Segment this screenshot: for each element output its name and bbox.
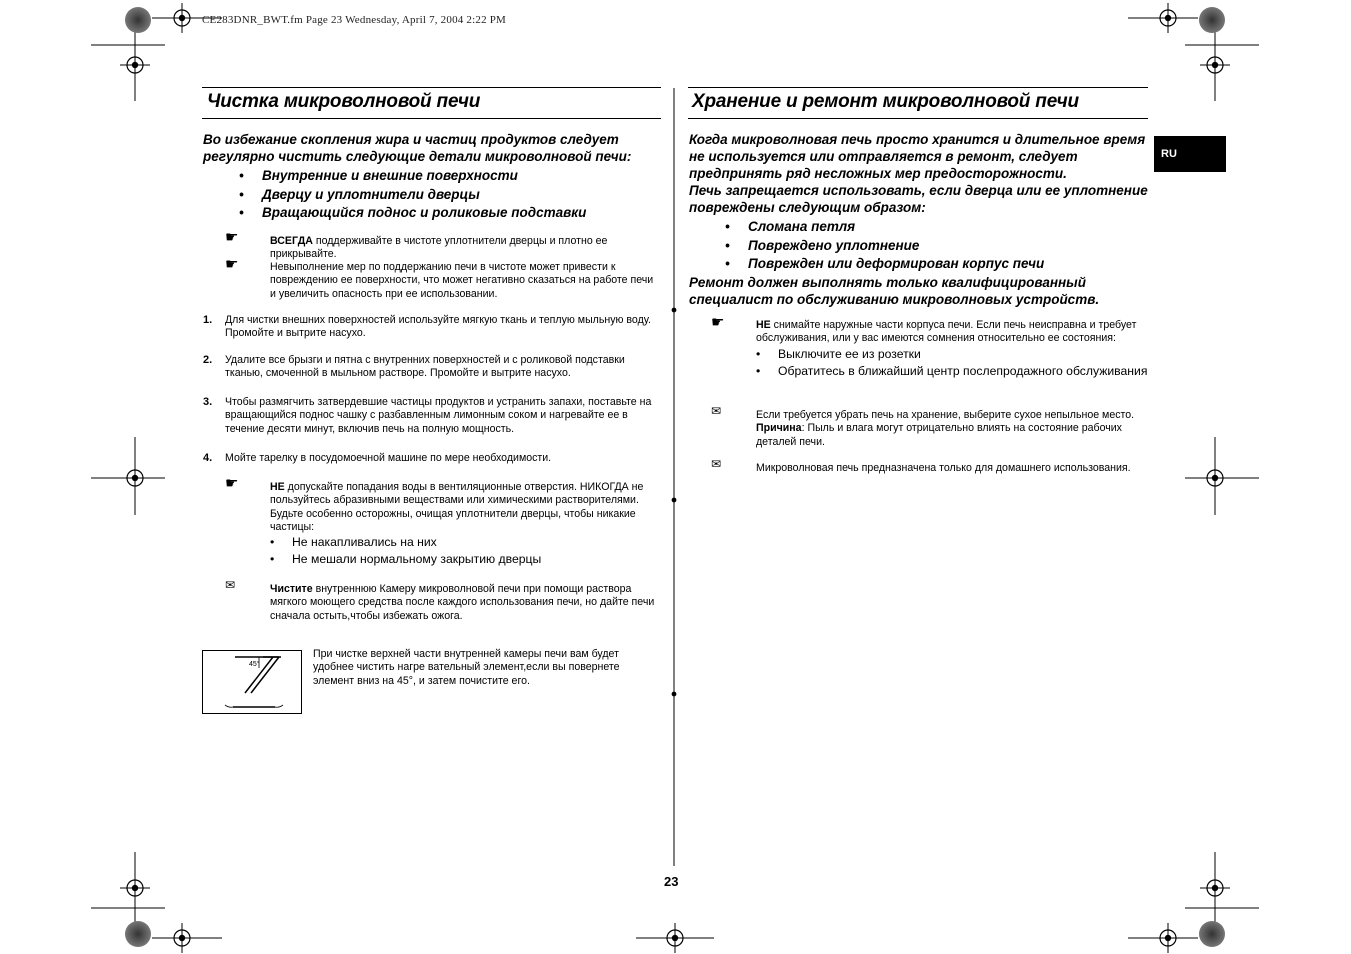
envelope-note-icon: ✉ (711, 404, 722, 418)
right-intro-text: Когда микроволновая печь просто хранится и длительное время не используется или отправляется в ремонт, следует предпринять ряд несложных мер предосторожности. (689, 132, 1146, 181)
angle-label: 45° (249, 661, 260, 668)
reason-detail: : Пыль и влага могут отрицательно влиять на состояние рабочих деталей печи. (756, 422, 1122, 448)
reason-bold: Причина (756, 422, 802, 435)
note-text: поддерживайте в чистоте уплотнители дверцы и плотно ее прикрывайте. (270, 235, 608, 261)
right-storage-note (756, 409, 1148, 449)
reason-text (756, 422, 1148, 449)
hand-pointer-icon: ☛ (225, 256, 239, 273)
step-number: 3. (203, 396, 213, 408)
right-intro-text-2: Печь запрещается использовать, если дверца или ее уплотнение повреждены следующим образом: (689, 183, 1148, 215)
left-section-title: Чистка микроволновой печи (207, 91, 481, 112)
left-note-always (270, 235, 660, 262)
left-intro-list (239, 167, 663, 223)
left-title-rule-top (202, 87, 661, 88)
left-warning (270, 481, 662, 568)
note-bold: ВСЕГДА (270, 235, 313, 247)
step-text: Чтобы размягчить затвердевшие частицы продуктов и устранить запахи, поставьте на вращающийся поднос чашку с разбавленным лимонным соком и нагревайте ее в течение десяти минут, включив печь на полную мощность. (225, 396, 652, 435)
list-item: • Не мешали нормальному закрытию дверцы (270, 551, 662, 568)
file-info-header: CE283DNR_BWT.fm Page 23 Wednesday, April 7, 2004 2:22 PM (202, 14, 507, 26)
warning-text: допускайте попадания воды в вентиляционные отверстия. НИКОГДА не пользуйтесь абразивными веществами или химическими растворителями. Будьте особенно осторожны, очищая уплотнители дверцы, чтобы никакие частицы: (270, 481, 644, 533)
envelope-note-icon: ✉ (711, 457, 722, 471)
left-clean-note (270, 583, 662, 623)
list-item: • Обратитесь в ближайший центр послепродажного обслуживания (756, 363, 1148, 380)
left-intro (203, 131, 663, 223)
note-bold: НЕ (756, 319, 771, 331)
step-text: Удалите все брызги и пятна с внутренних поверхностей и с роликовой подставки тканью, смоченной в мыльном растворе. Промойте и вытрите насухо. (225, 354, 625, 380)
step-number: 1. (203, 314, 213, 326)
step-text: Для чистки внешних поверхностей используйте мягкую ткань и теплую мыльную воду. Промойте и вытрите насухо. (225, 314, 651, 340)
list-item: • Выключите ее из розетки (756, 346, 1148, 363)
storage-text: Если требуется убрать печь на хранение, выберите сухое непыльное место. (756, 409, 1135, 421)
right-title-rule-bottom (688, 118, 1148, 119)
right-note-do-not (756, 319, 1148, 380)
right-intro-text-3: Ремонт должен выполнять только квалифицированный специалист по обслуживанию микроволновых устройств. (689, 274, 1100, 307)
right-home-use-note: Микроволновая печь предназначена только для домашнего использования. (756, 462, 1131, 474)
heating-element-figure (202, 650, 302, 714)
figure-caption: При чистке верхней части внутренней камеры печи вам будет удобнее чистить нагре вательный элемент,если вы повернете элемент вниз на 45°, и затем почистите его. (313, 648, 620, 687)
language-tab-ru: RU (1154, 136, 1226, 172)
clean-text: внутреннюю Камеру микроволновой печи при помощи раствора мягкого моющего средства после каждого использования печи, но дайте печи сначала остыть,чтобы избежать ожога. (270, 583, 655, 622)
warning-bold: НЕ (270, 481, 285, 493)
left-title-rule-bottom (202, 118, 661, 119)
right-intro (689, 131, 1151, 308)
right-title-rule-top (688, 87, 1148, 88)
clean-bold: Чистите (270, 583, 313, 595)
note-text: снимайте наружные части корпуса печи. Если печь неисправна и требует обслуживания, или у вас имеются сомнения относительно ее состояния: (756, 319, 1137, 345)
warning-list (270, 534, 662, 568)
envelope-note-icon: ✉ (225, 578, 236, 592)
list-item: • Дверцу и уплотнители дверцы (239, 186, 663, 205)
list-item: • Вращающийся поднос и роликовые подставки (239, 204, 663, 223)
step-number: 4. (203, 452, 213, 464)
hand-pointer-icon: ☛ (225, 475, 239, 492)
right-intro-list (725, 218, 1151, 274)
step-number: 2. (203, 354, 213, 366)
left-intro-text: Во избежание скопления жира и частиц продуктов следует регулярно чистить следующие детали микроволновой печи: (203, 132, 632, 164)
list-item: • Поврежден или деформирован корпус печи (725, 255, 1151, 274)
list-item: • Повреждено уплотнение (725, 237, 1151, 256)
step-text: Мойте тарелку в посудомоечной машине по мере необходимости. (225, 452, 552, 464)
right-section-title: Хранение и ремонт микроволновой печи (692, 91, 1079, 112)
list-item: • Сломана петля (725, 218, 1151, 237)
hand-pointer-icon: ☛ (225, 229, 239, 246)
page-number: 23 (664, 874, 679, 889)
left-note-failure: Невыполнение мер по поддержанию печи в чистоте может привести к повреждению ее поверхности, что может негативно сказаться на работе печи и увеличить опасность при ее использовании. (270, 261, 654, 300)
hand-pointer-icon: ☛ (711, 314, 725, 331)
right-note-list (756, 346, 1148, 380)
list-item: • Не накапливались на них (270, 534, 662, 551)
list-item: • Внутренние и внешние поверхности (239, 167, 663, 186)
